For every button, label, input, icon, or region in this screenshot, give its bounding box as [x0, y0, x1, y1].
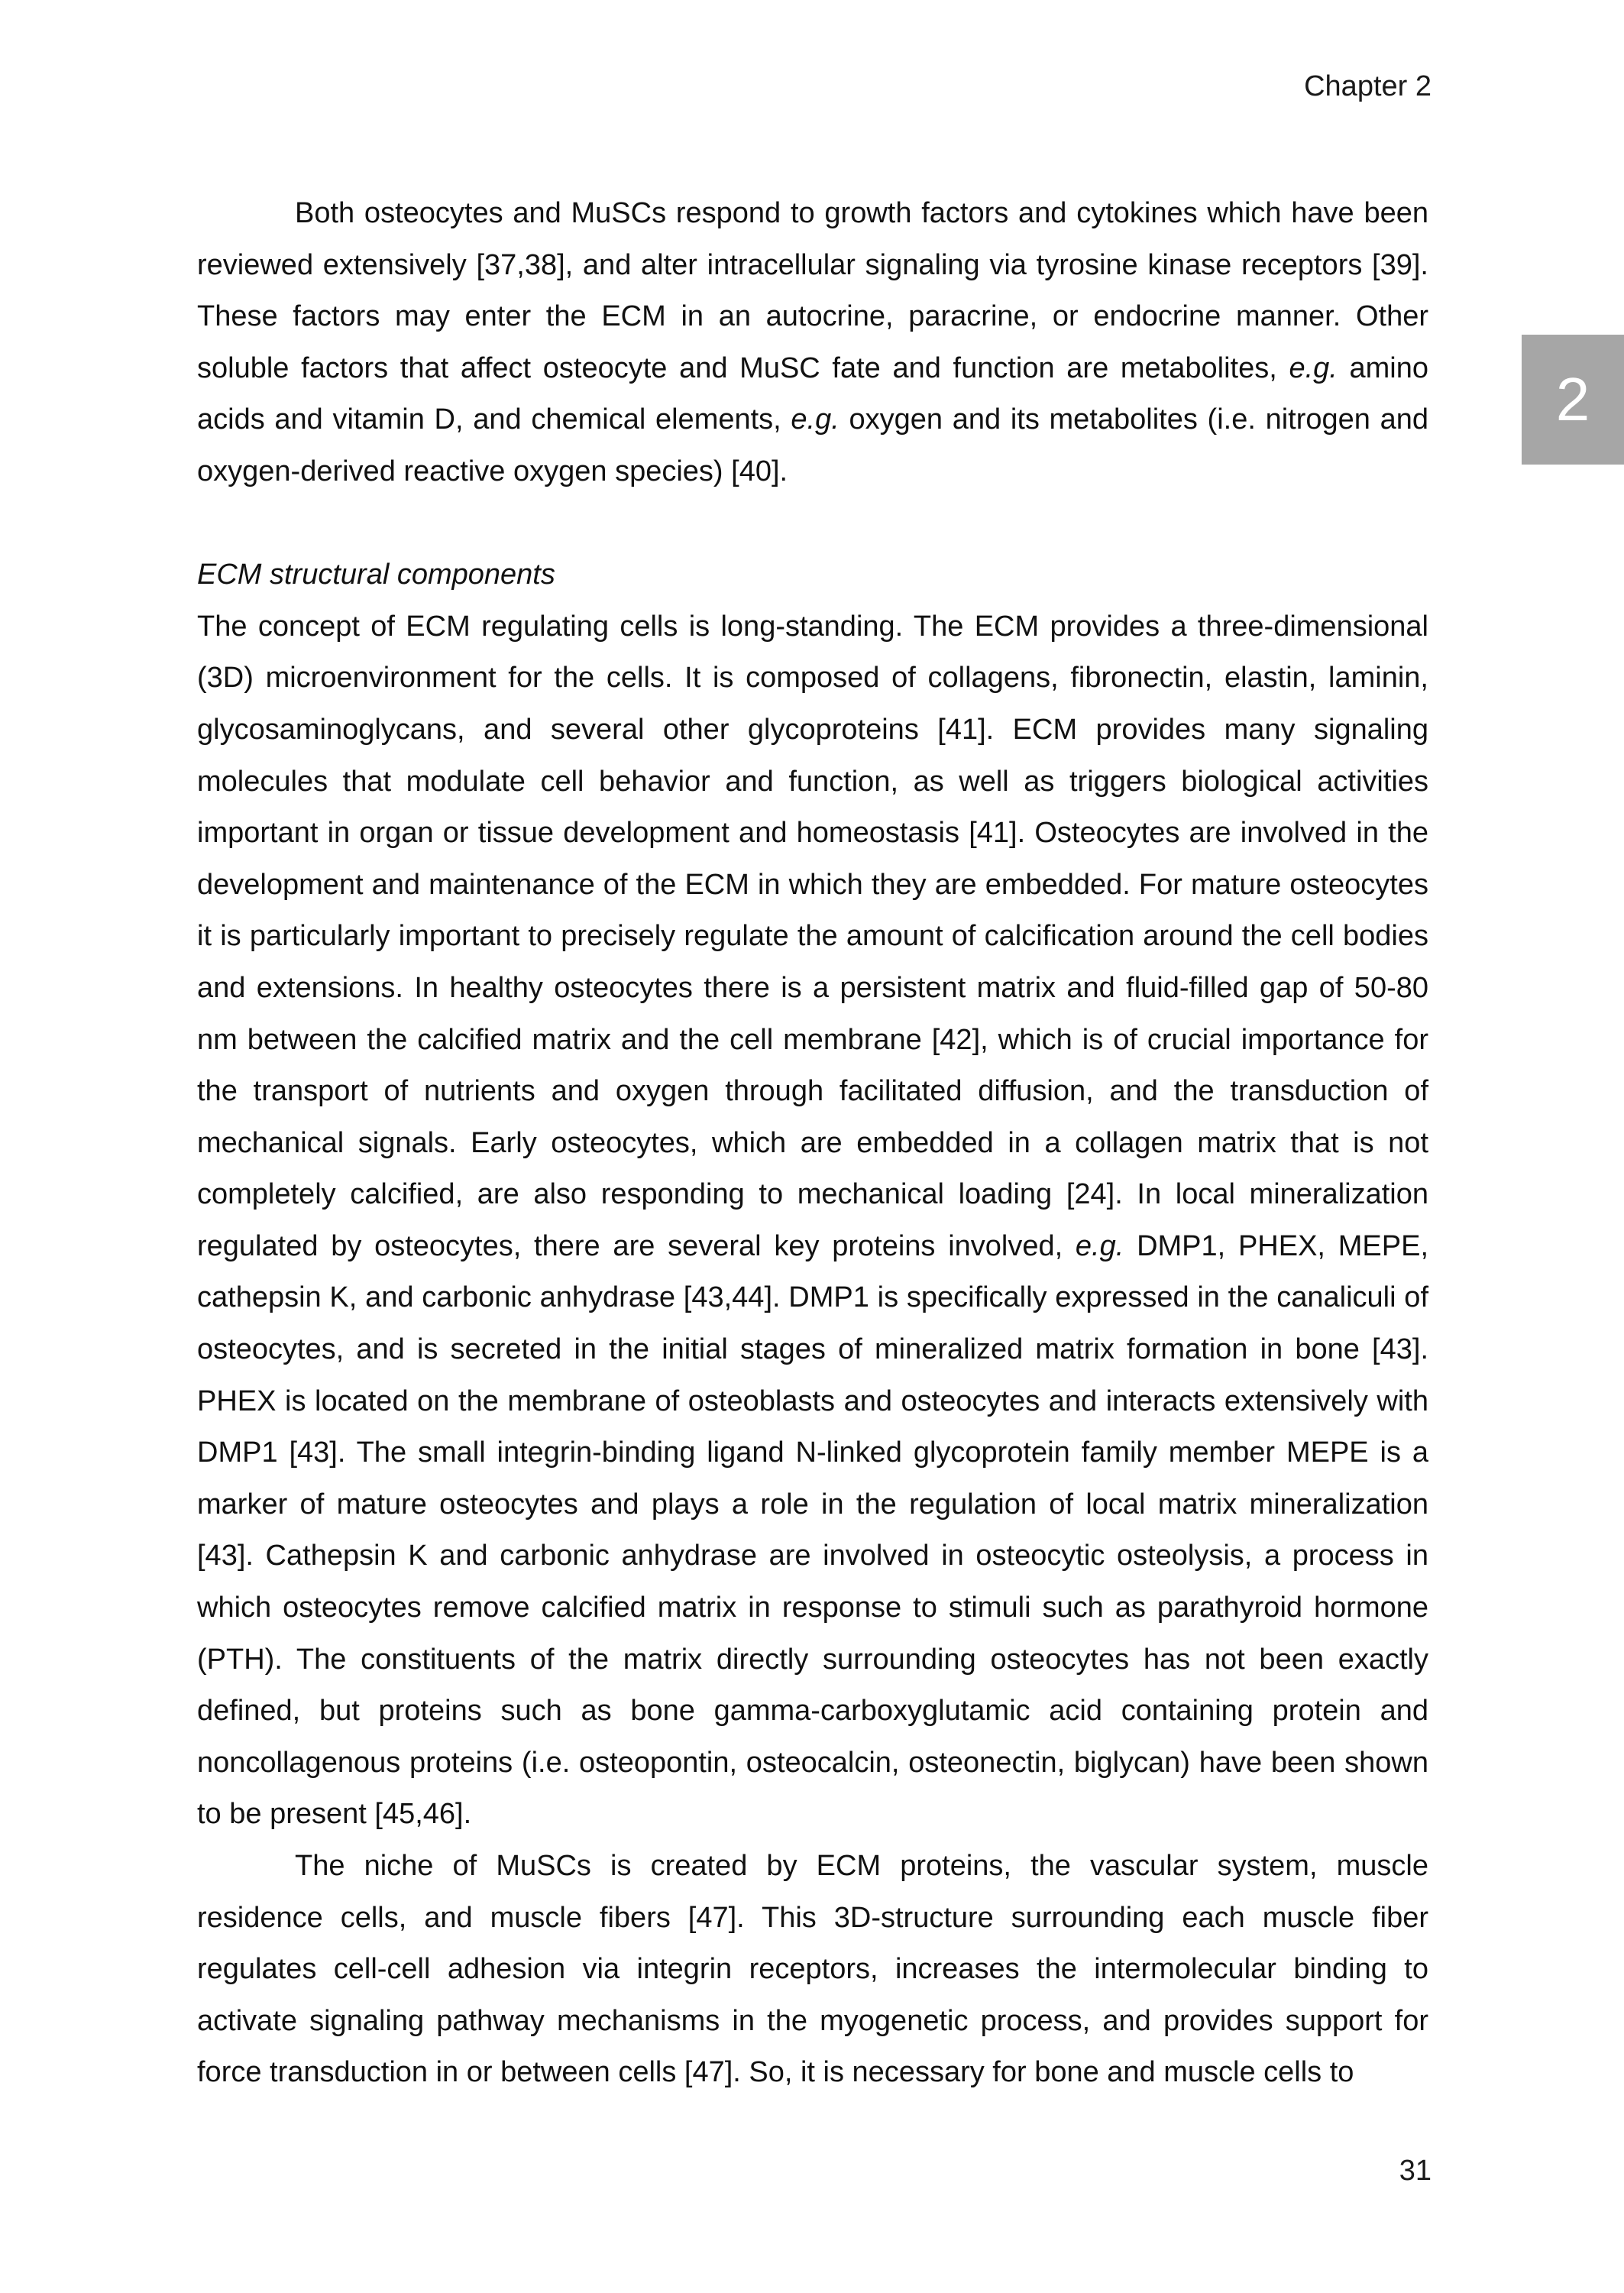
body-text — [197, 188, 1428, 2099]
paragraph-ecm-structure: The concept of ECM regulating cells is long-standing. The ECM provides a three-dimensional (3D) microenvironment for the cells. It is composed of collagens, fibronectin, elastin, laminin, glycosaminoglycans, and several other glycoproteins [41]. ECM provides many signaling molecules that modulate cell behavior and function, as well as triggers biological activities important in organ or tissue development and homeostasis [41]. Osteocytes are involved in the development and maintenance of the ECM in which they are embedded. For mature osteocytes it is particularly important to precisely regulate the amount of calcification around the cell bodies and extensions. In healthy osteocytes there is a persistent matrix and fluid-filled gap of 50-80 nm between the calcified matrix and the cell membrane [42], which is of crucial importance for the transport of nutrients and oxygen through facilitated diffusion, and the transduction of mechanical signals. Early osteocytes, which are embedded in a collagen matrix that is not completely calcified, are also responding to mechanical loading [24]. In local mineralization regulated by osteocytes, there are several key proteins involved, e.g. DMP1, PHEX, MEPE, cathepsin K, and carbonic anhydrase [43,44]. DMP1 is specifically expressed in the canaliculi of osteocytes, and is secreted in the initial stages of mineralized matrix formation in bone [43]. PHEX is located on the membrane of osteoblasts and osteocytes and interacts extensively with DMP1 [43]. The small integrin-binding ligand N-linked glycoprotein family member MEPE is a marker of mature osteocytes and plays a role in the regulation of local matrix mineralization [43]. Cathepsin K and carbonic anhydrase are involved in osteocytic osteolysis, a process in which osteocytes remove calcified matrix in response to stimuli such as parathyroid hormone (PTH). The constituents of the matrix directly surrounding osteocytes has not been exactly defined, but proteins such as bone gamma-carboxyglutamic acid containing protein and noncollagenous proteins (i.e. osteopontin, osteocalcin, osteonectin, biglycan) have been shown to be present [45,46]. — [197, 610, 1428, 1831]
section-heading: ECM structural components — [197, 559, 555, 591]
paragraph-musc-niche: The niche of MuSCs is created by ECM proteins, the vascular system, muscle residence cells, and muscle fibers [47]. This 3D-structure surrounding each muscle fiber regulates cell-cell adhesion via integrin receptors, increases the intermolecular binding to activate signaling pathway mechanisms in the myogenetic process, and provides support for force transduction in or between cells [47]. So, it is necessary for bone and muscle cells to — [197, 1850, 1428, 2089]
running-header: Chapter 2 — [1304, 70, 1432, 102]
paragraph-growth-factors: Both osteocytes and MuSCs respond to growth factors and cytokines which have been reviewed extensively [37,38], and alter intracellular signaling via tyrosine kinase receptors [39]. These factors may enter the ECM in an autocrine, paracrine, or endocrine manner. Other soluble factors that affect osteocyte and MuSC fate and function are metabolites, e.g. amino acids and vitamin D, and chemical elements, e.g. oxygen and its metabolites (i.e. nitrogen and oxygen-derived reactive oxygen species) [40]. — [197, 197, 1428, 487]
page-number: 31 — [1399, 2155, 1432, 2187]
paragraph-spacer — [197, 498, 1428, 550]
chapter-tab: 2 — [1522, 335, 1624, 465]
